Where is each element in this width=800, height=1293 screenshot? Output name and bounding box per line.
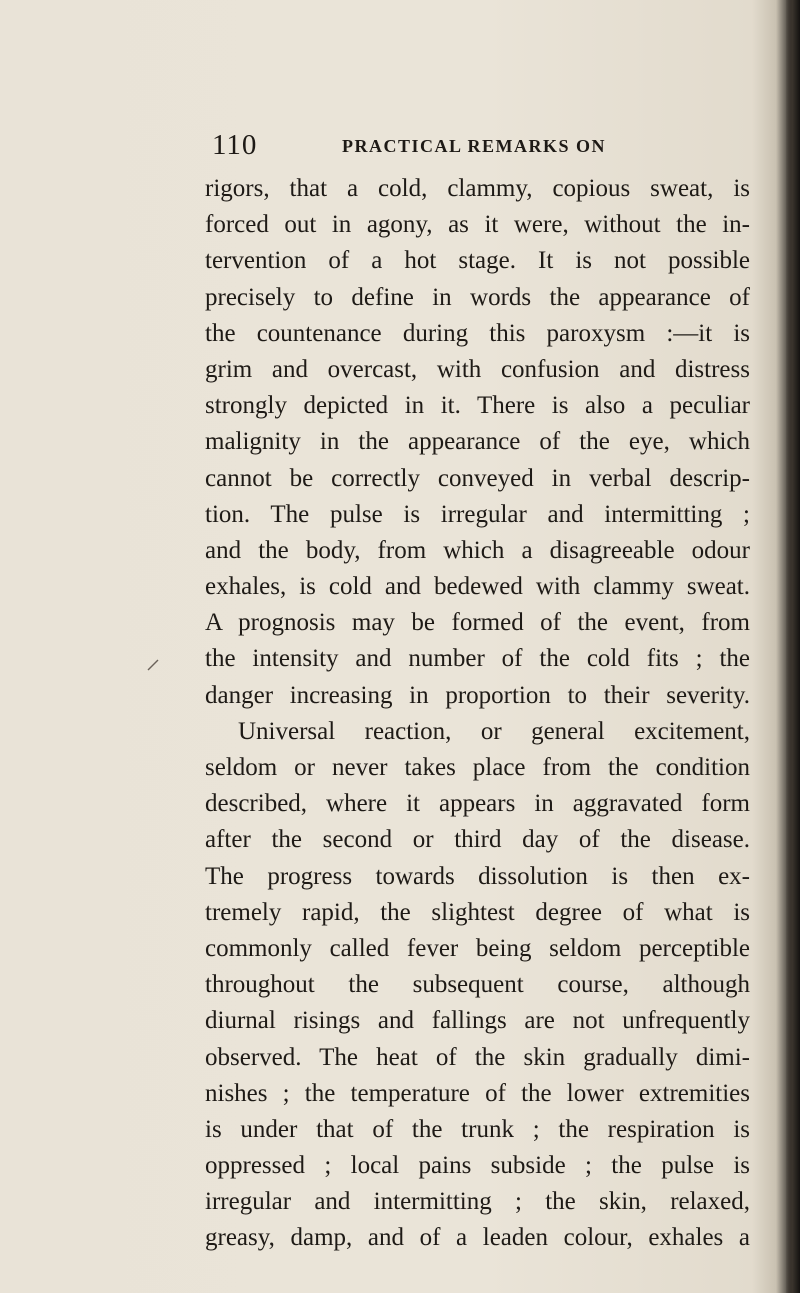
text-line: seldom or never takes place from the condition [205, 754, 750, 781]
text-line: tion. The pulse is irregular and intermitting ; [205, 500, 750, 528]
text-line: tervention of a hot stage. It is not possible [205, 247, 750, 275]
text-line: rigors, that a cold, clammy, copious sweat, is [205, 175, 750, 202]
running-head: PRACTICAL REMARKS ON [342, 136, 607, 156]
body-text [205, 171, 750, 1257]
text-line: nishes ; the temperature of the lower extremities [205, 1079, 750, 1107]
text-line: commonly called fever being seldom perceptible [205, 934, 750, 962]
text-line: strongly depicted in it. There is also a peculiar [205, 392, 750, 420]
text-line: exhales, is cold and bedewed with clammy sweat. [205, 573, 750, 601]
text-line: the intensity and number of the cold fits ; the [205, 645, 750, 673]
text-line: observed. The heat of the skin gradually dimi- [205, 1043, 750, 1071]
text-line: danger increasing in proportion to their severity. [205, 681, 750, 709]
text-line: irregular and intermitting ; the skin, relaxed, [205, 1188, 750, 1216]
text-line: described, where it appears in aggravated form [205, 790, 750, 818]
text-line: forced out in agony, as it were, without the in- [205, 211, 750, 239]
text-line: after the second or third day of the disease. [205, 826, 750, 854]
text-line: precisely to define in words the appearance of [205, 283, 750, 311]
page-header [212, 128, 632, 162]
pencil-mark-icon [146, 658, 160, 672]
text-line: throughout the subsequent course, although [205, 971, 750, 999]
page-number: 110 [212, 129, 258, 161]
text-line: greasy, damp, and of a leaden colour, exhales a [205, 1224, 750, 1252]
text-line: A prognosis may be formed of the event, from [205, 609, 750, 637]
text-line: oppressed ; local pains subside ; the pulse is [205, 1152, 750, 1180]
text-line: Universal reaction, or general excitement, [238, 717, 750, 745]
text-line: The progress towards dissolution is then ex- [205, 862, 750, 890]
text-line: grim and overcast, with confusion and distress [205, 355, 750, 383]
text-line: diurnal risings and fallings are not unfrequently [205, 1007, 750, 1035]
text-line: and the body, from which a disagreeable odour [205, 536, 750, 564]
text-line: the countenance during this paroxysm :—it is [205, 319, 750, 347]
text-line: tremely rapid, the slightest degree of what is [205, 898, 750, 926]
text-line: is under that of the trunk ; the respiration is [205, 1115, 750, 1143]
text-line: cannot be correctly conveyed in verbal descrip- [205, 464, 750, 492]
text-line: malignity in the appearance of the eye, which [205, 428, 750, 456]
book-binding-edge [786, 0, 800, 1293]
